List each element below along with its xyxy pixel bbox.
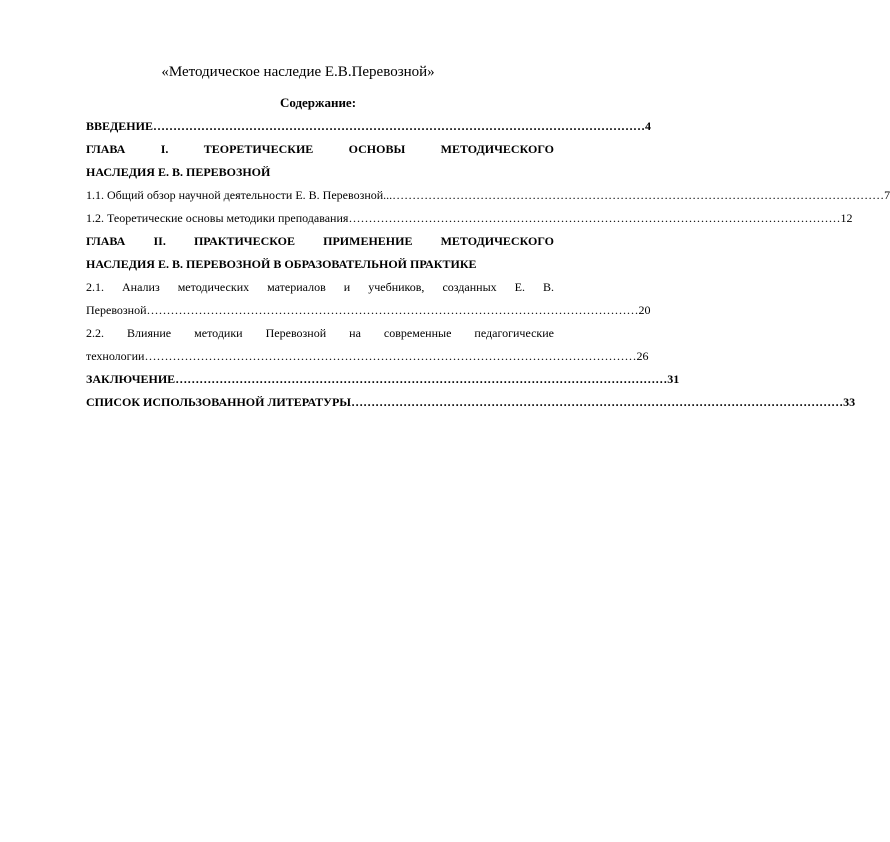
toc-entry-title: технологии — [86, 349, 145, 363]
toc-page-number: 4 — [644, 119, 651, 133]
toc-entry-title: ВВЕДЕНИЕ — [86, 119, 153, 133]
dot-leader: …………………………………………………………………………………………………………… — [351, 395, 844, 409]
toc-entry-title: 1.2. Теоретические основы методики преподавания — [86, 211, 349, 225]
toc-chapter-2-line-1: ГЛАВА II. ПРАКТИЧЕСКОЕ ПРИМЕНЕНИЕ МЕТОДИЧЕСКОГО — [86, 234, 554, 248]
toc-entry-title: 1.1. Общий обзор научной деятельности Е. В. Перевозной... — [86, 188, 393, 202]
toc-heading: Содержание: — [279, 95, 357, 110]
toc-entry-title: Перевозной — [86, 303, 147, 317]
toc-chapter-2-line-2: НАСЛЕДИЯ Е. В. ПЕРЕВОЗНОЙ В ОБРАЗОВАТЕЛЬНОЙ ПРАКТИКЕ — [86, 257, 477, 271]
toc-entry-2-1-line-2 — [86, 299, 651, 322]
document-title: «Методическое наследие Е.В.Перевозной» — [161, 64, 435, 80]
toc-page-number: 12 — [840, 211, 853, 225]
toc-entry-title: ЗАКЛЮЧЕНИЕ — [86, 372, 176, 386]
dot-leader: …………………………………………………………………………………………………………… — [152, 119, 645, 133]
toc-entry-2-2-line-1: 2.2. Влияние методики Перевозной на современные педагогические — [86, 326, 554, 340]
dot-leader: …………………………………………………………………………………………………………… — [144, 349, 637, 363]
toc-entry-1-1 — [86, 184, 890, 207]
toc-page-number: 20 — [638, 303, 651, 317]
table-of-contents — [86, 115, 890, 414]
toc-page-number: 33 — [843, 395, 856, 409]
toc-chapter-1-line-2: НАСЛЕДИЯ Е. В. ПЕРЕВОЗНОЙ — [86, 165, 271, 179]
dot-leader: …………………………………………………………………………………………………………… — [348, 211, 841, 225]
dot-leader: …………………………………………………………………………………………………………… — [146, 303, 639, 317]
toc-entry-references — [86, 391, 856, 414]
toc-entry-conclusion — [86, 368, 680, 391]
toc-entry-2-2-line-2 — [86, 345, 649, 368]
toc-entry-1-2 — [86, 207, 853, 230]
toc-chapter-1-line-1: ГЛАВА I. ТЕОРЕТИЧЕСКИЕ ОСНОВЫ МЕТОДИЧЕСКОГО — [86, 142, 554, 156]
dot-leader: …………………………………………………………………………………………………………… — [175, 372, 668, 386]
toc-entry-2-1-line-1: 2.1. Анализ методических материалов и учебников, созданных Е. В. — [86, 280, 554, 294]
toc-entry-title: СПИСОК ИСПОЛЬЗОВАННОЙ ЛИТЕРАТУРЫ — [86, 395, 352, 409]
dot-leader: …………………………………………………………………………………………………………… — [392, 188, 885, 202]
toc-page-number: 26 — [636, 349, 649, 363]
toc-page-number: 7 — [884, 188, 890, 202]
toc-entry-intro — [86, 115, 651, 138]
toc-page-number: 31 — [667, 372, 680, 386]
